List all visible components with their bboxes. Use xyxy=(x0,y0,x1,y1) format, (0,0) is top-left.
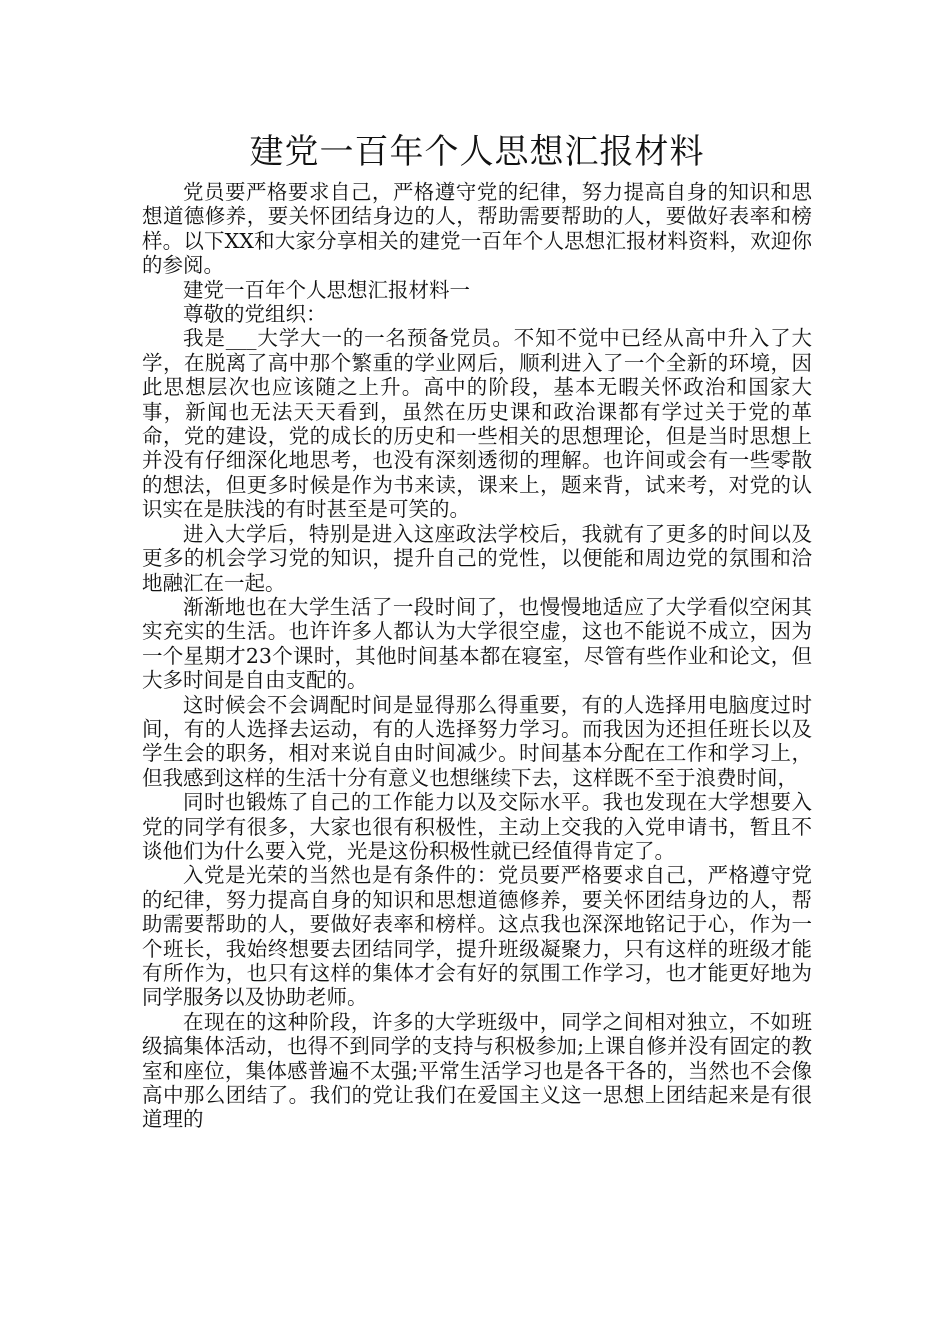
salutation: 尊敬的党组织： xyxy=(183,302,327,327)
body-paragraph: 入党是光荣的当然也是有条件的：党员要严格要求自己，严格遵守党的纪律，努力提高自身的知识和思想道德修养，要关怀团结身边的人，帮助需要帮助的人，要做好表率和榜样。这点我也深深地铭记于心，作为一个班长，我始终想要去团结同学，提升班级凝聚力，只有这样的班级才能有所作为，也只有这样的集体才会有好的氛围工作学习，也才能更好地为同学服务以及协助老师。 xyxy=(142,863,812,1010)
document-title: 建党一百年个人思想汇报材料 xyxy=(249,132,705,172)
body-paragraph: 进入大学后，特别是进入这座政法学校后，我就有了更多的时间以及更多的机会学习党的知识，提升自己的党性，以便能和周边党的氛围和洽地融汇在一起。 xyxy=(142,521,812,595)
body-paragraph: 我是___大学大一的一名预备党员。不知不觉中已经从高中升入了大学，在脱离了高中那个繁重的学业网后，顺利进入了一个全新的环境，因此思想层次也应该随之上升。高中的阶段，基本无暇关怀政治和国家大事，新闻也无法天天看到，虽然在历史课和政治课都有学过关于党的革命，党的建设，党的成长的历史和一些相关的思想理论，但是当时思想上并没有仔细深化地思考，也没有深刻透彻的理解。也许间或会有一些零散的想法，但更多时候是作为书来读，课来上，题来背，试来考，对党的认识实在是肤浅的有时甚至是可笑的。 xyxy=(142,326,812,522)
body-paragraph: 在现在的这种阶段，许多的大学班级中，同学之间相对独立，不如班级搞集体活动，也得不到同学的支持与积极参加;上课自修并没有固定的教室和座位，集体感普遍不太强;平常生活学习也是各干各的，当然也不会像高中那么团结了。我们的党让我们在爱国主义这一思想上团结起来是有很道理的 xyxy=(142,1009,812,1132)
body-paragraph: 同时也锻炼了自己的工作能力以及交际水平。我也发现在大学想要入党的同学有很多，大家也很有积极性，主动上交我的入党申请书，暂且不谈他们为什么要入党，光是这份积极性就已经值得肯定了。 xyxy=(142,790,812,863)
section-heading: 建党一百年个人思想汇报材料一 xyxy=(183,277,470,302)
intro-paragraph: 党员要严格要求自己，严格遵守党的纪律，努力提高自身的知识和思想道德修养，要关怀团结身边的人，帮助需要帮助的人，要做好表率和榜样。以下XX和大家分享相关的建党一百年个人思想汇报材料资料，欢迎你的参阅。 xyxy=(142,180,812,278)
body-paragraph: 这时候会不会调配时间是显得那么得重要，有的人选择用电脑度过时间，有的人选择去运动，有的人选择努力学习。而我因为还担任班长以及学生会的职务，相对来说自由时间减少。时间基本分配在工作和学习上，但我感到这样的生活十分有意义也想继续下去，这样既不至于浪费时间， xyxy=(142,692,812,790)
body-paragraph: 渐渐地也在大学生活了一段时间了，也慢慢地适应了大学看似空闲其实充实的生活。也许许多人都认为大学很空虚，这也不能说不成立，因为一个星期才23个课时，其他时间基本都在寝室，尽管有些作业和论文，但大多时间是自由支配的。 xyxy=(142,594,812,693)
document-content xyxy=(142,128,812,1132)
